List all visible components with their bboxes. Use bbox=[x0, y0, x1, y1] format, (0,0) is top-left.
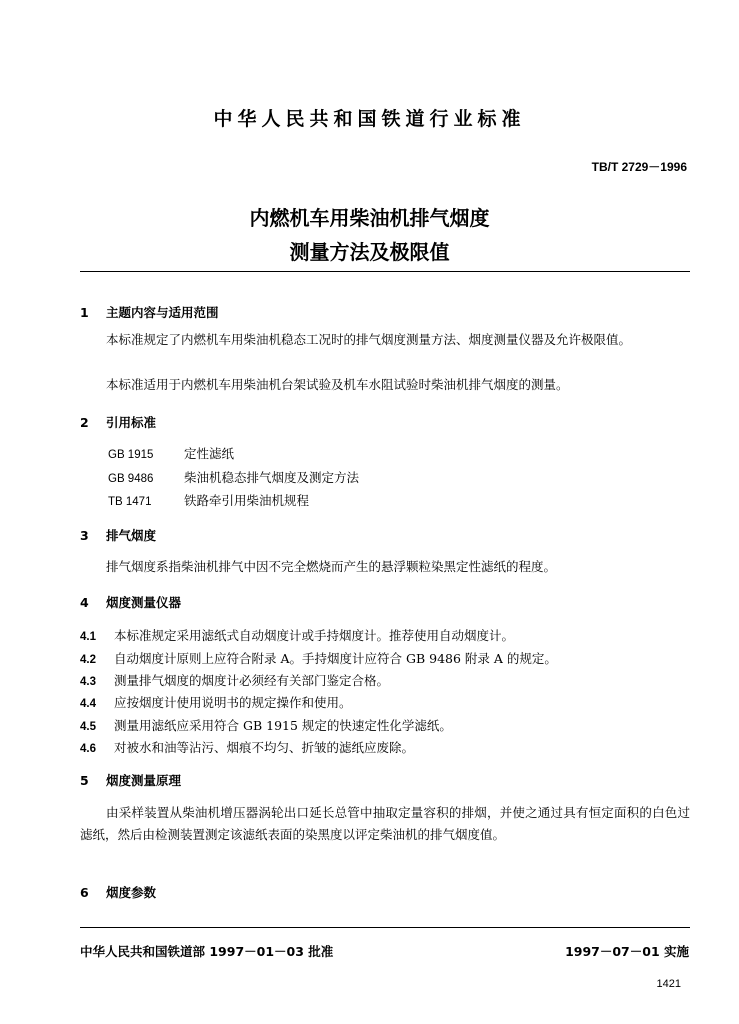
clause-4-5 bbox=[80, 716, 690, 734]
clause-4-3 bbox=[80, 671, 690, 689]
header-divider bbox=[80, 271, 690, 272]
reference-code: GB 9486 bbox=[108, 473, 154, 485]
clause-4-6 bbox=[80, 738, 690, 756]
section-number: 4 bbox=[80, 595, 89, 610]
reference-item bbox=[108, 468, 359, 486]
clause-number: 4.2 bbox=[80, 654, 96, 666]
section-number: 2 bbox=[80, 415, 89, 430]
section-3-heading bbox=[80, 526, 156, 544]
section-title: 排气烟度 bbox=[106, 528, 157, 543]
reference-item bbox=[108, 444, 234, 462]
implementation-date: 1997－07－01 实施 bbox=[565, 944, 689, 959]
section-title: 烟度测量仪器 bbox=[106, 595, 182, 610]
clause-text: 本标准规定采用滤纸式自动烟度计或手持烟度计。推荐使用自动烟度计。 bbox=[114, 628, 515, 643]
section-1-paragraph-2: 本标准适用于内燃机车用柴油机台架试验及机车水阻试验时柴油机排气烟度的测量。 bbox=[106, 377, 569, 392]
document-title-line-2: 测量方法及极限值 bbox=[289, 240, 450, 264]
clause-number: 4.4 bbox=[80, 698, 96, 710]
section-title: 引用标准 bbox=[106, 415, 157, 430]
section-3-paragraph: 排气烟度系指柴油机排气中因不完全燃烧而产生的悬浮颗粒染黑定性滤纸的程度。 bbox=[106, 559, 557, 574]
clause-4-2 bbox=[80, 649, 690, 667]
section-2-heading bbox=[80, 413, 156, 431]
standard-number: TB/T 2729－1996 bbox=[591, 160, 687, 174]
section-number: 1 bbox=[80, 305, 89, 320]
section-number: 6 bbox=[80, 885, 89, 900]
issuing-organization: 中华人民共和国铁道行业标准 bbox=[213, 108, 526, 130]
section-4-heading bbox=[80, 593, 181, 611]
reference-item bbox=[108, 491, 309, 509]
clause-text: 应按烟度计使用说明书的规定操作和使用。 bbox=[114, 695, 352, 710]
clause-text: 自动烟度计原则上应符合附录 A。手持烟度计应符合 GB 9486 附录 A 的规定。 bbox=[114, 651, 557, 666]
clause-number: 4.6 bbox=[80, 743, 96, 755]
clause-number: 4.3 bbox=[80, 676, 96, 688]
clause-text: 测量排气烟度的烟度计必须经有关部门鉴定合格。 bbox=[114, 673, 390, 688]
section-5-paragraph: 由采样装置从柴油机增压器涡轮出口延长总管中抽取定量容积的排烟，并使之通过具有恒定面积的白色过滤纸，然后由检测装置测定该滤纸表面的染黑度以评定柴油机的排气烟度值。 bbox=[80, 805, 690, 842]
section-6-heading bbox=[80, 883, 156, 901]
clause-text: 对被水和油等沾污、烟痕不均匀、折皱的滤纸应废除。 bbox=[114, 740, 415, 755]
section-number: 5 bbox=[80, 773, 89, 788]
clause-number: 4.1 bbox=[80, 631, 96, 643]
section-title: 烟度参数 bbox=[106, 885, 157, 900]
reference-title: 铁路牵引用柴油机规程 bbox=[184, 493, 310, 508]
section-title: 主题内容与适用范围 bbox=[106, 305, 219, 320]
footer-divider bbox=[80, 927, 690, 928]
clause-text: 测量用滤纸应采用符合 GB 1915 规定的快速定性化学滤纸。 bbox=[114, 718, 452, 733]
reference-code: GB 1915 bbox=[108, 449, 154, 461]
section-title: 烟度测量原理 bbox=[106, 773, 182, 788]
section-5-heading bbox=[80, 771, 181, 789]
clause-4-1 bbox=[80, 626, 690, 644]
section-number: 3 bbox=[80, 528, 89, 543]
clause-number: 4.5 bbox=[80, 721, 96, 733]
reference-title: 柴油机稳态排气烟度及测定方法 bbox=[184, 470, 360, 485]
clause-4-4 bbox=[80, 693, 690, 711]
section-1-paragraph-1: 本标准规定了内燃机车用柴油机稳态工况时的排气烟度测量方法、烟度测量仪器及允许极限值。 bbox=[106, 332, 632, 347]
page-number: 1421 bbox=[656, 978, 681, 990]
approval-line: 中华人民共和国铁道部 1997－01－03 批准 bbox=[80, 944, 334, 959]
reference-title: 定性滤纸 bbox=[184, 446, 235, 461]
section-1-heading bbox=[80, 303, 219, 321]
reference-code: TB 1471 bbox=[108, 496, 152, 508]
document-title-line-1: 内燃机车用柴油机排气烟度 bbox=[249, 206, 490, 230]
